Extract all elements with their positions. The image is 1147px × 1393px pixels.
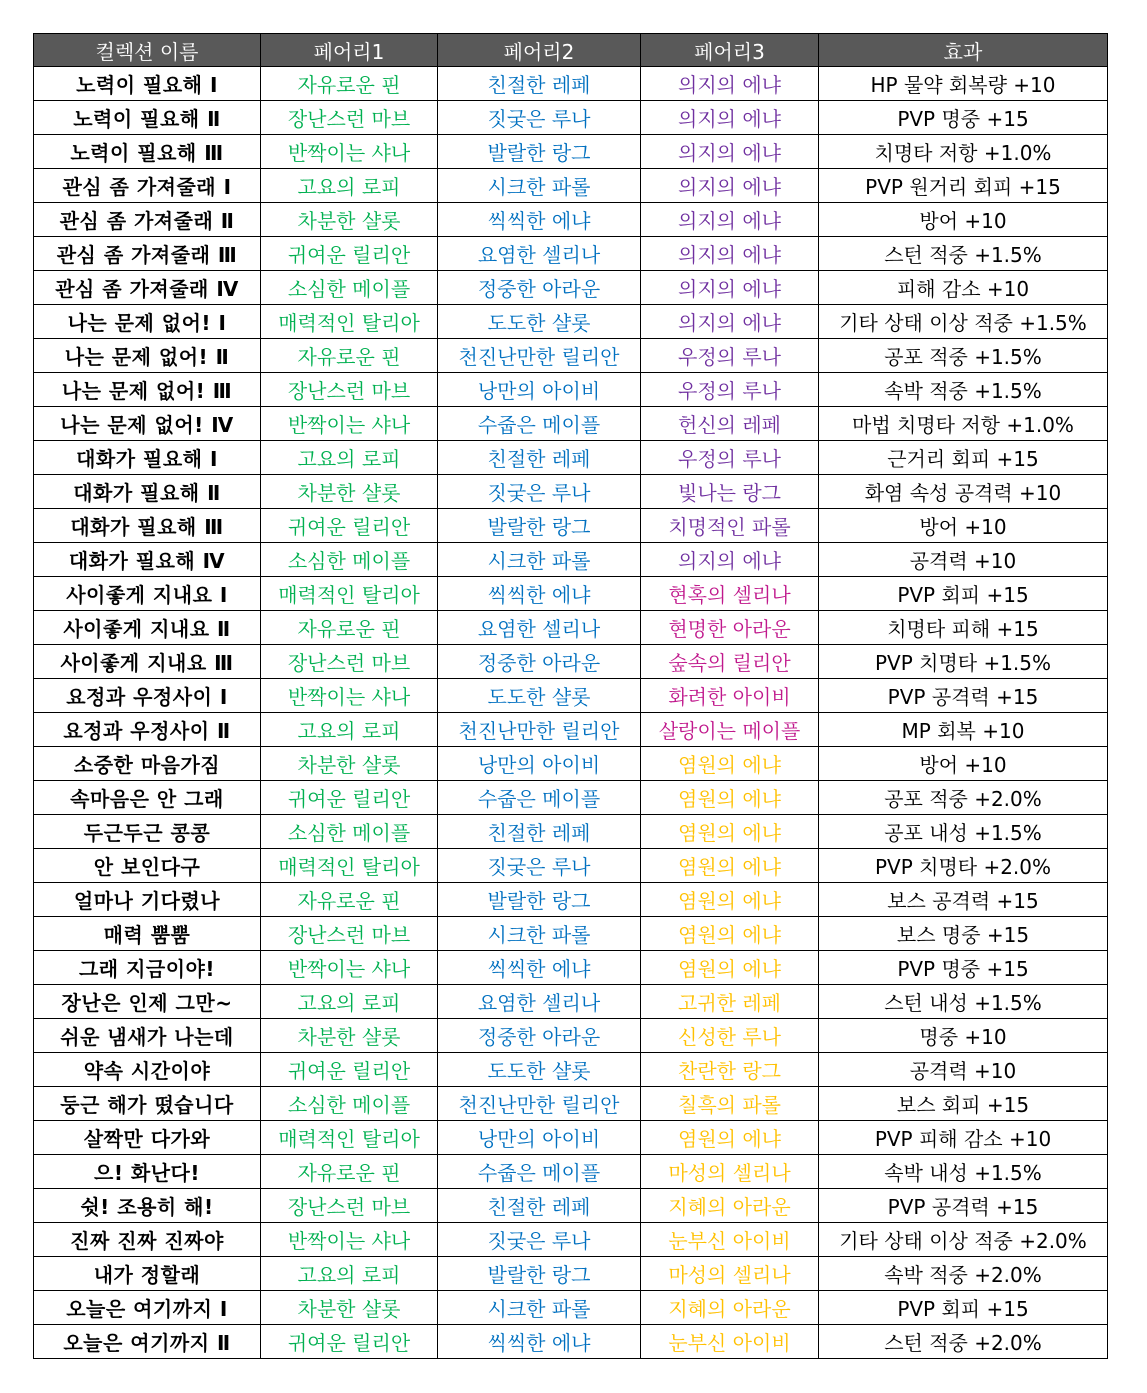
effect-cell: 공포 적중 +1.5%: [819, 339, 1108, 373]
header-collection-name: 컬렉션 이름: [34, 34, 261, 67]
header-row: [34, 34, 1108, 67]
effect-cell: HP 물약 회복량 +10: [819, 67, 1108, 101]
collection-name-cell: 관심 좀 가져줄래 Ⅱ: [34, 203, 261, 237]
fairy1-cell: 소심한 메이플: [261, 815, 438, 849]
effect-cell: 방어 +10: [819, 509, 1108, 543]
fairy2-cell: 정중한 아라운: [438, 271, 641, 305]
header-fairy1: 페어리1: [261, 34, 438, 67]
effect-cell: 방어 +10: [819, 203, 1108, 237]
effect-cell: 스턴 내성 +1.5%: [819, 985, 1108, 1019]
effect-cell: 공포 내성 +1.5%: [819, 815, 1108, 849]
fairy2-cell: 천진난만한 릴리안: [438, 1087, 641, 1121]
collection-name-cell: 요정과 우정사이 Ⅱ: [34, 713, 261, 747]
table-row: [34, 373, 1108, 407]
table-row: [34, 271, 1108, 305]
table-row: [34, 985, 1108, 1019]
fairy2-cell: 도도한 샬롯: [438, 1053, 641, 1087]
collection-name-cell: 장난은 인제 그만~: [34, 985, 261, 1019]
fairy2-cell: 낭만의 아이비: [438, 373, 641, 407]
effect-cell: 기타 상태 이상 적중 +1.5%: [819, 305, 1108, 339]
effect-cell: 마법 치명타 저항 +1.0%: [819, 407, 1108, 441]
fairy2-cell: 수줍은 메이플: [438, 781, 641, 815]
fairy1-cell: 반짝이는 샤나: [261, 679, 438, 713]
collection-name-cell: 매력 뿜뿜: [34, 917, 261, 951]
effect-cell: PVP 공격력 +15: [819, 679, 1108, 713]
collection-name-cell: 으! 화난다!: [34, 1155, 261, 1189]
table-row: [34, 169, 1108, 203]
fairy1-cell: 고요의 로피: [261, 169, 438, 203]
table-row: [34, 1325, 1108, 1359]
effect-cell: 공포 적중 +2.0%: [819, 781, 1108, 815]
effect-cell: MP 회복 +10: [819, 713, 1108, 747]
table-row: [34, 1257, 1108, 1291]
table-row: [34, 883, 1108, 917]
table-row: [34, 815, 1108, 849]
table-row: [34, 1019, 1108, 1053]
effect-cell: 방어 +10: [819, 747, 1108, 781]
fairy2-cell: 시크한 파롤: [438, 1291, 641, 1325]
collection-name-cell: 관심 좀 가져줄래 Ⅰ: [34, 169, 261, 203]
fairy2-cell: 도도한 샬롯: [438, 679, 641, 713]
table-row: [34, 1121, 1108, 1155]
fairy2-cell: 수줍은 메이플: [438, 1155, 641, 1189]
collection-name-cell: 약속 시간이야: [34, 1053, 261, 1087]
fairy2-cell: 정중한 아라운: [438, 1019, 641, 1053]
effect-cell: PVP 회피 +15: [819, 577, 1108, 611]
collection-name-cell: 관심 좀 가져줄래 Ⅳ: [34, 271, 261, 305]
fairy2-cell: 도도한 샬롯: [438, 305, 641, 339]
collection-name-cell: 나는 문제 없어! Ⅱ: [34, 339, 261, 373]
fairy3-cell: 눈부신 아이비: [641, 1223, 819, 1257]
fairy3-cell: 신성한 루나: [641, 1019, 819, 1053]
fairy2-cell: 씩씩한 에냐: [438, 951, 641, 985]
collection-name-cell: 나는 문제 없어! Ⅲ: [34, 373, 261, 407]
table-row: [34, 1189, 1108, 1223]
effect-cell: 보스 명중 +15: [819, 917, 1108, 951]
fairy3-cell: 지혜의 아라운: [641, 1189, 819, 1223]
fairy3-cell: 현명한 아라운: [641, 611, 819, 645]
header-fairy3: 페어리3: [641, 34, 819, 67]
collection-table: [33, 33, 1108, 1359]
fairy2-cell: 짓궂은 루나: [438, 101, 641, 135]
effect-cell: PVP 피해 감소 +10: [819, 1121, 1108, 1155]
table-row: [34, 645, 1108, 679]
fairy3-cell: 의지의 에냐: [641, 67, 819, 101]
fairy1-cell: 고요의 로피: [261, 1257, 438, 1291]
fairy1-cell: 반짝이는 샤나: [261, 1223, 438, 1257]
fairy2-cell: 요염한 셀리나: [438, 611, 641, 645]
fairy1-cell: 매력적인 탈리아: [261, 849, 438, 883]
fairy2-cell: 짓궂은 루나: [438, 1223, 641, 1257]
fairy3-cell: 헌신의 레페: [641, 407, 819, 441]
fairy2-cell: 씩씩한 에냐: [438, 577, 641, 611]
fairy1-cell: 차분한 샬롯: [261, 1019, 438, 1053]
fairy2-cell: 요염한 셀리나: [438, 985, 641, 1019]
fairy1-cell: 차분한 샬롯: [261, 747, 438, 781]
fairy1-cell: 장난스런 마브: [261, 645, 438, 679]
collection-name-cell: 요정과 우정사이 Ⅰ: [34, 679, 261, 713]
collection-name-cell: 오늘은 여기까지 Ⅱ: [34, 1325, 261, 1359]
effect-cell: 치명타 피해 +15: [819, 611, 1108, 645]
collection-name-cell: 사이좋게 지내요 Ⅱ: [34, 611, 261, 645]
effect-cell: 스턴 적중 +2.0%: [819, 1325, 1108, 1359]
fairy2-cell: 친절한 레페: [438, 441, 641, 475]
fairy3-cell: 화려한 아이비: [641, 679, 819, 713]
fairy3-cell: 의지의 에냐: [641, 101, 819, 135]
fairy3-cell: 의지의 에냐: [641, 271, 819, 305]
effect-cell: PVP 회피 +15: [819, 1291, 1108, 1325]
fairy1-cell: 매력적인 탈리아: [261, 1121, 438, 1155]
collection-name-cell: 쉿! 조용히 해!: [34, 1189, 261, 1223]
fairy1-cell: 반짝이는 샤나: [261, 135, 438, 169]
fairy3-cell: 우정의 루나: [641, 373, 819, 407]
collection-name-cell: 대화가 필요해 Ⅲ: [34, 509, 261, 543]
table-row: [34, 679, 1108, 713]
effect-cell: 치명타 저항 +1.0%: [819, 135, 1108, 169]
table-row: [34, 305, 1108, 339]
effect-cell: 명중 +10: [819, 1019, 1108, 1053]
table-row: [34, 1291, 1108, 1325]
header-fairy2: 페어리2: [438, 34, 641, 67]
fairy1-cell: 귀여운 릴리안: [261, 237, 438, 271]
fairy3-cell: 염원의 에냐: [641, 747, 819, 781]
fairy1-cell: 귀여운 릴리안: [261, 1325, 438, 1359]
fairy1-cell: 소심한 메이플: [261, 1087, 438, 1121]
collection-name-cell: 대화가 필요해 Ⅱ: [34, 475, 261, 509]
fairy2-cell: 시크한 파롤: [438, 917, 641, 951]
collection-name-cell: 노력이 필요해 Ⅱ: [34, 101, 261, 135]
fairy2-cell: 요염한 셀리나: [438, 237, 641, 271]
table-row: [34, 713, 1108, 747]
fairy2-cell: 발랄한 랑그: [438, 883, 641, 917]
collection-name-cell: 진짜 진짜 진짜야: [34, 1223, 261, 1257]
table-row: [34, 237, 1108, 271]
table-row: [34, 1087, 1108, 1121]
fairy3-cell: 의지의 에냐: [641, 203, 819, 237]
collection-name-cell: 대화가 필요해 Ⅰ: [34, 441, 261, 475]
collection-name-cell: 안 보인다구: [34, 849, 261, 883]
fairy3-cell: 마성의 셀리나: [641, 1155, 819, 1189]
fairy2-cell: 수줍은 메이플: [438, 407, 641, 441]
fairy3-cell: 지혜의 아라운: [641, 1291, 819, 1325]
effect-cell: 근거리 회피 +15: [819, 441, 1108, 475]
effect-cell: 보스 공격력 +15: [819, 883, 1108, 917]
table-row: [34, 577, 1108, 611]
fairy1-cell: 고요의 로피: [261, 441, 438, 475]
fairy2-cell: 정중한 아라운: [438, 645, 641, 679]
fairy2-cell: 친절한 레페: [438, 815, 641, 849]
fairy3-cell: 현혹의 셀리나: [641, 577, 819, 611]
table-row: [34, 203, 1108, 237]
fairy3-cell: 치명적인 파롤: [641, 509, 819, 543]
fairy2-cell: 발랄한 랑그: [438, 1257, 641, 1291]
fairy2-cell: 시크한 파롤: [438, 169, 641, 203]
fairy1-cell: 자유로운 핀: [261, 611, 438, 645]
table-row: [34, 917, 1108, 951]
table-row: [34, 339, 1108, 373]
table-row: [34, 951, 1108, 985]
effect-cell: 속박 내성 +1.5%: [819, 1155, 1108, 1189]
fairy1-cell: 소심한 메이플: [261, 271, 438, 305]
fairy3-cell: 염원의 에냐: [641, 849, 819, 883]
fairy1-cell: 귀여운 릴리안: [261, 781, 438, 815]
collection-name-cell: 관심 좀 가져줄래 Ⅲ: [34, 237, 261, 271]
fairy2-cell: 천진난만한 릴리안: [438, 713, 641, 747]
effect-cell: PVP 원거리 회피 +15: [819, 169, 1108, 203]
effect-cell: 피해 감소 +10: [819, 271, 1108, 305]
effect-cell: 공격력 +10: [819, 1053, 1108, 1087]
collection-name-cell: 쉬운 냄새가 나는데: [34, 1019, 261, 1053]
fairy3-cell: 고귀한 레페: [641, 985, 819, 1019]
effect-cell: 속박 적중 +1.5%: [819, 373, 1108, 407]
collection-name-cell: 사이좋게 지내요 Ⅲ: [34, 645, 261, 679]
fairy3-cell: 의지의 에냐: [641, 135, 819, 169]
fairy2-cell: 시크한 파롤: [438, 543, 641, 577]
effect-cell: PVP 치명타 +1.5%: [819, 645, 1108, 679]
table-row: [34, 509, 1108, 543]
collection-name-cell: 나는 문제 없어! Ⅳ: [34, 407, 261, 441]
table-row: [34, 543, 1108, 577]
table-row: [34, 849, 1108, 883]
fairy3-cell: 염원의 에냐: [641, 917, 819, 951]
collection-name-cell: 사이좋게 지내요 Ⅰ: [34, 577, 261, 611]
collection-name-cell: 소중한 마음가짐: [34, 747, 261, 781]
fairy1-cell: 매력적인 탈리아: [261, 305, 438, 339]
fairy1-cell: 귀여운 릴리안: [261, 509, 438, 543]
fairy3-cell: 염원의 에냐: [641, 1121, 819, 1155]
collection-name-cell: 속마음은 안 그래: [34, 781, 261, 815]
effect-cell: 보스 회피 +15: [819, 1087, 1108, 1121]
table-row: [34, 407, 1108, 441]
table-row: [34, 611, 1108, 645]
collection-name-cell: 노력이 필요해 Ⅰ: [34, 67, 261, 101]
effect-cell: 기타 상태 이상 적중 +2.0%: [819, 1223, 1108, 1257]
fairy3-cell: 염원의 에냐: [641, 781, 819, 815]
effect-cell: PVP 치명타 +2.0%: [819, 849, 1108, 883]
table-row: [34, 1223, 1108, 1257]
table-row: [34, 101, 1108, 135]
fairy3-cell: 눈부신 아이비: [641, 1325, 819, 1359]
fairy1-cell: 매력적인 탈리아: [261, 577, 438, 611]
fairy1-cell: 자유로운 핀: [261, 1155, 438, 1189]
fairy2-cell: 발랄한 랑그: [438, 135, 641, 169]
effect-cell: 공격력 +10: [819, 543, 1108, 577]
fairy1-cell: 반짝이는 샤나: [261, 407, 438, 441]
effect-cell: PVP 명중 +15: [819, 101, 1108, 135]
collection-name-cell: 나는 문제 없어! Ⅰ: [34, 305, 261, 339]
fairy3-cell: 우정의 루나: [641, 441, 819, 475]
fairy2-cell: 친절한 레페: [438, 1189, 641, 1223]
table-row: [34, 441, 1108, 475]
collection-name-cell: 살짝만 다가와: [34, 1121, 261, 1155]
fairy1-cell: 장난스런 마브: [261, 1189, 438, 1223]
fairy2-cell: 낭만의 아이비: [438, 747, 641, 781]
fairy2-cell: 짓궂은 루나: [438, 849, 641, 883]
fairy2-cell: 발랄한 랑그: [438, 509, 641, 543]
fairy2-cell: 짓궂은 루나: [438, 475, 641, 509]
table-row: [34, 747, 1108, 781]
collection-name-cell: 대화가 필요해 Ⅳ: [34, 543, 261, 577]
fairy3-cell: 살랑이는 메이플: [641, 713, 819, 747]
fairy3-cell: 마성의 셀리나: [641, 1257, 819, 1291]
fairy1-cell: 차분한 샬롯: [261, 1291, 438, 1325]
fairy3-cell: 의지의 에냐: [641, 543, 819, 577]
fairy1-cell: 장난스런 마브: [261, 373, 438, 407]
effect-cell: PVP 공격력 +15: [819, 1189, 1108, 1223]
fairy1-cell: 장난스런 마브: [261, 917, 438, 951]
fairy1-cell: 자유로운 핀: [261, 67, 438, 101]
effect-cell: 화염 속성 공격력 +10: [819, 475, 1108, 509]
fairy3-cell: 칠흑의 파롤: [641, 1087, 819, 1121]
collection-name-cell: 둥근 해가 떴습니다: [34, 1087, 261, 1121]
effect-cell: PVP 명중 +15: [819, 951, 1108, 985]
fairy3-cell: 의지의 에냐: [641, 237, 819, 271]
fairy1-cell: 귀여운 릴리안: [261, 1053, 438, 1087]
fairy3-cell: 숲속의 릴리안: [641, 645, 819, 679]
fairy3-cell: 염원의 에냐: [641, 951, 819, 985]
fairy3-cell: 염원의 에냐: [641, 815, 819, 849]
effect-cell: 속박 적중 +2.0%: [819, 1257, 1108, 1291]
fairy3-cell: 찬란한 랑그: [641, 1053, 819, 1087]
collection-name-cell: 그래 지금이야!: [34, 951, 261, 985]
header-effect: 효과: [819, 34, 1108, 67]
fairy2-cell: 씩씩한 에냐: [438, 203, 641, 237]
table-row: [34, 135, 1108, 169]
fairy1-cell: 자유로운 핀: [261, 339, 438, 373]
table-body: [34, 67, 1108, 1359]
fairy1-cell: 차분한 샬롯: [261, 203, 438, 237]
table-row: [34, 67, 1108, 101]
collection-name-cell: 내가 정할래: [34, 1257, 261, 1291]
table-row: [34, 781, 1108, 815]
fairy3-cell: 빛나는 랑그: [641, 475, 819, 509]
effect-cell: 스턴 적중 +1.5%: [819, 237, 1108, 271]
fairy1-cell: 고요의 로피: [261, 713, 438, 747]
fairy1-cell: 반짝이는 샤나: [261, 951, 438, 985]
fairy3-cell: 우정의 루나: [641, 339, 819, 373]
fairy2-cell: 친절한 레페: [438, 67, 641, 101]
fairy3-cell: 의지의 에냐: [641, 305, 819, 339]
fairy1-cell: 고요의 로피: [261, 985, 438, 1019]
table-row: [34, 1053, 1108, 1087]
fairy2-cell: 씩씩한 에냐: [438, 1325, 641, 1359]
fairy1-cell: 자유로운 핀: [261, 883, 438, 917]
collection-name-cell: 얼마나 기다렸나: [34, 883, 261, 917]
table-row: [34, 1155, 1108, 1189]
collection-name-cell: 두근두근 콩콩: [34, 815, 261, 849]
fairy1-cell: 장난스런 마브: [261, 101, 438, 135]
fairy2-cell: 천진난만한 릴리안: [438, 339, 641, 373]
fairy2-cell: 낭만의 아이비: [438, 1121, 641, 1155]
collection-name-cell: 노력이 필요해 Ⅲ: [34, 135, 261, 169]
collection-name-cell: 오늘은 여기까지 Ⅰ: [34, 1291, 261, 1325]
fairy1-cell: 차분한 샬롯: [261, 475, 438, 509]
fairy3-cell: 의지의 에냐: [641, 169, 819, 203]
fairy3-cell: 염원의 에냐: [641, 883, 819, 917]
fairy1-cell: 소심한 메이플: [261, 543, 438, 577]
table-row: [34, 475, 1108, 509]
